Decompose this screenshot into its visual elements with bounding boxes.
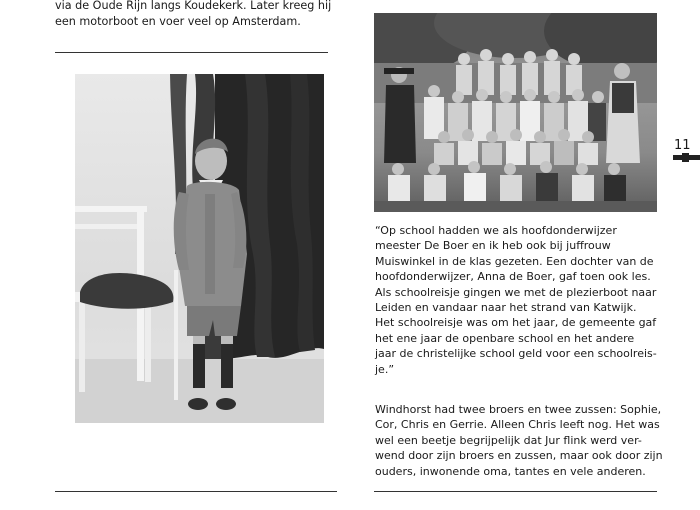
paragraph-line: wel een beetje begrijpelijk dat Jur flink werd ver- bbox=[375, 433, 642, 447]
paragraph-line: “Op school hadden we als hoofdonderwijzer bbox=[375, 224, 617, 237]
quote-paragraph bbox=[375, 223, 665, 377]
top-paragraph-line: een motorboot en voer veel op Amsterdam. bbox=[55, 15, 301, 28]
paragraph-line: meester De Boer en ik heb ook bij juffrouw bbox=[375, 239, 611, 253]
page-number-marker bbox=[673, 155, 700, 160]
paragraph-line: Het schoolreisje was om het jaar, de gemeente gaf bbox=[375, 316, 657, 330]
paragraph-line: het ene jaar de openbare school en het andere bbox=[375, 331, 635, 345]
paragraph-line: Als schoolreisje gingen we met de plezierboot naar bbox=[375, 285, 657, 299]
paragraph-line: hoofdonderwijzer, Anna de Boer, gaf toen ook les. bbox=[375, 270, 651, 284]
page-number: 11 bbox=[674, 138, 691, 153]
boy-portrait-illustration bbox=[75, 74, 324, 423]
school-class-illustration bbox=[374, 13, 657, 212]
top-left-divider bbox=[55, 52, 328, 53]
paragraph-line: jaar de christelijke school geld voor een schoolreis- bbox=[375, 347, 657, 361]
school-class-photo bbox=[374, 13, 657, 212]
top-paragraph-line: via de Oude Rijn langs Koudekerk. Later kreeg hij bbox=[55, 0, 332, 12]
paragraph-line: ouders, inwonende oma, tantes en vele anderen. bbox=[375, 464, 646, 478]
bottom-left-divider bbox=[55, 491, 337, 492]
paragraph-line: Leiden en vandaar naar het strand van Katwijk. bbox=[375, 301, 637, 315]
top-paragraph bbox=[55, 0, 345, 30]
paragraph-line: je.” bbox=[375, 362, 395, 376]
paragraph-line: Windhorst had twee broers en twee zussen: Sophie, bbox=[375, 403, 662, 416]
paragraph-line: Muiswinkel in de klas gezeten. Een dochter van de bbox=[375, 254, 654, 268]
family-paragraph bbox=[375, 402, 665, 479]
paragraph-line: Cor, Chris en Gerrie. Alleen Chris leeft nog. Het was bbox=[375, 418, 660, 432]
boy-portrait-photo bbox=[75, 74, 324, 423]
bottom-right-divider bbox=[374, 491, 657, 492]
paragraph-line: wend door zijn broers en zussen, maar ook door zijn bbox=[375, 449, 663, 463]
